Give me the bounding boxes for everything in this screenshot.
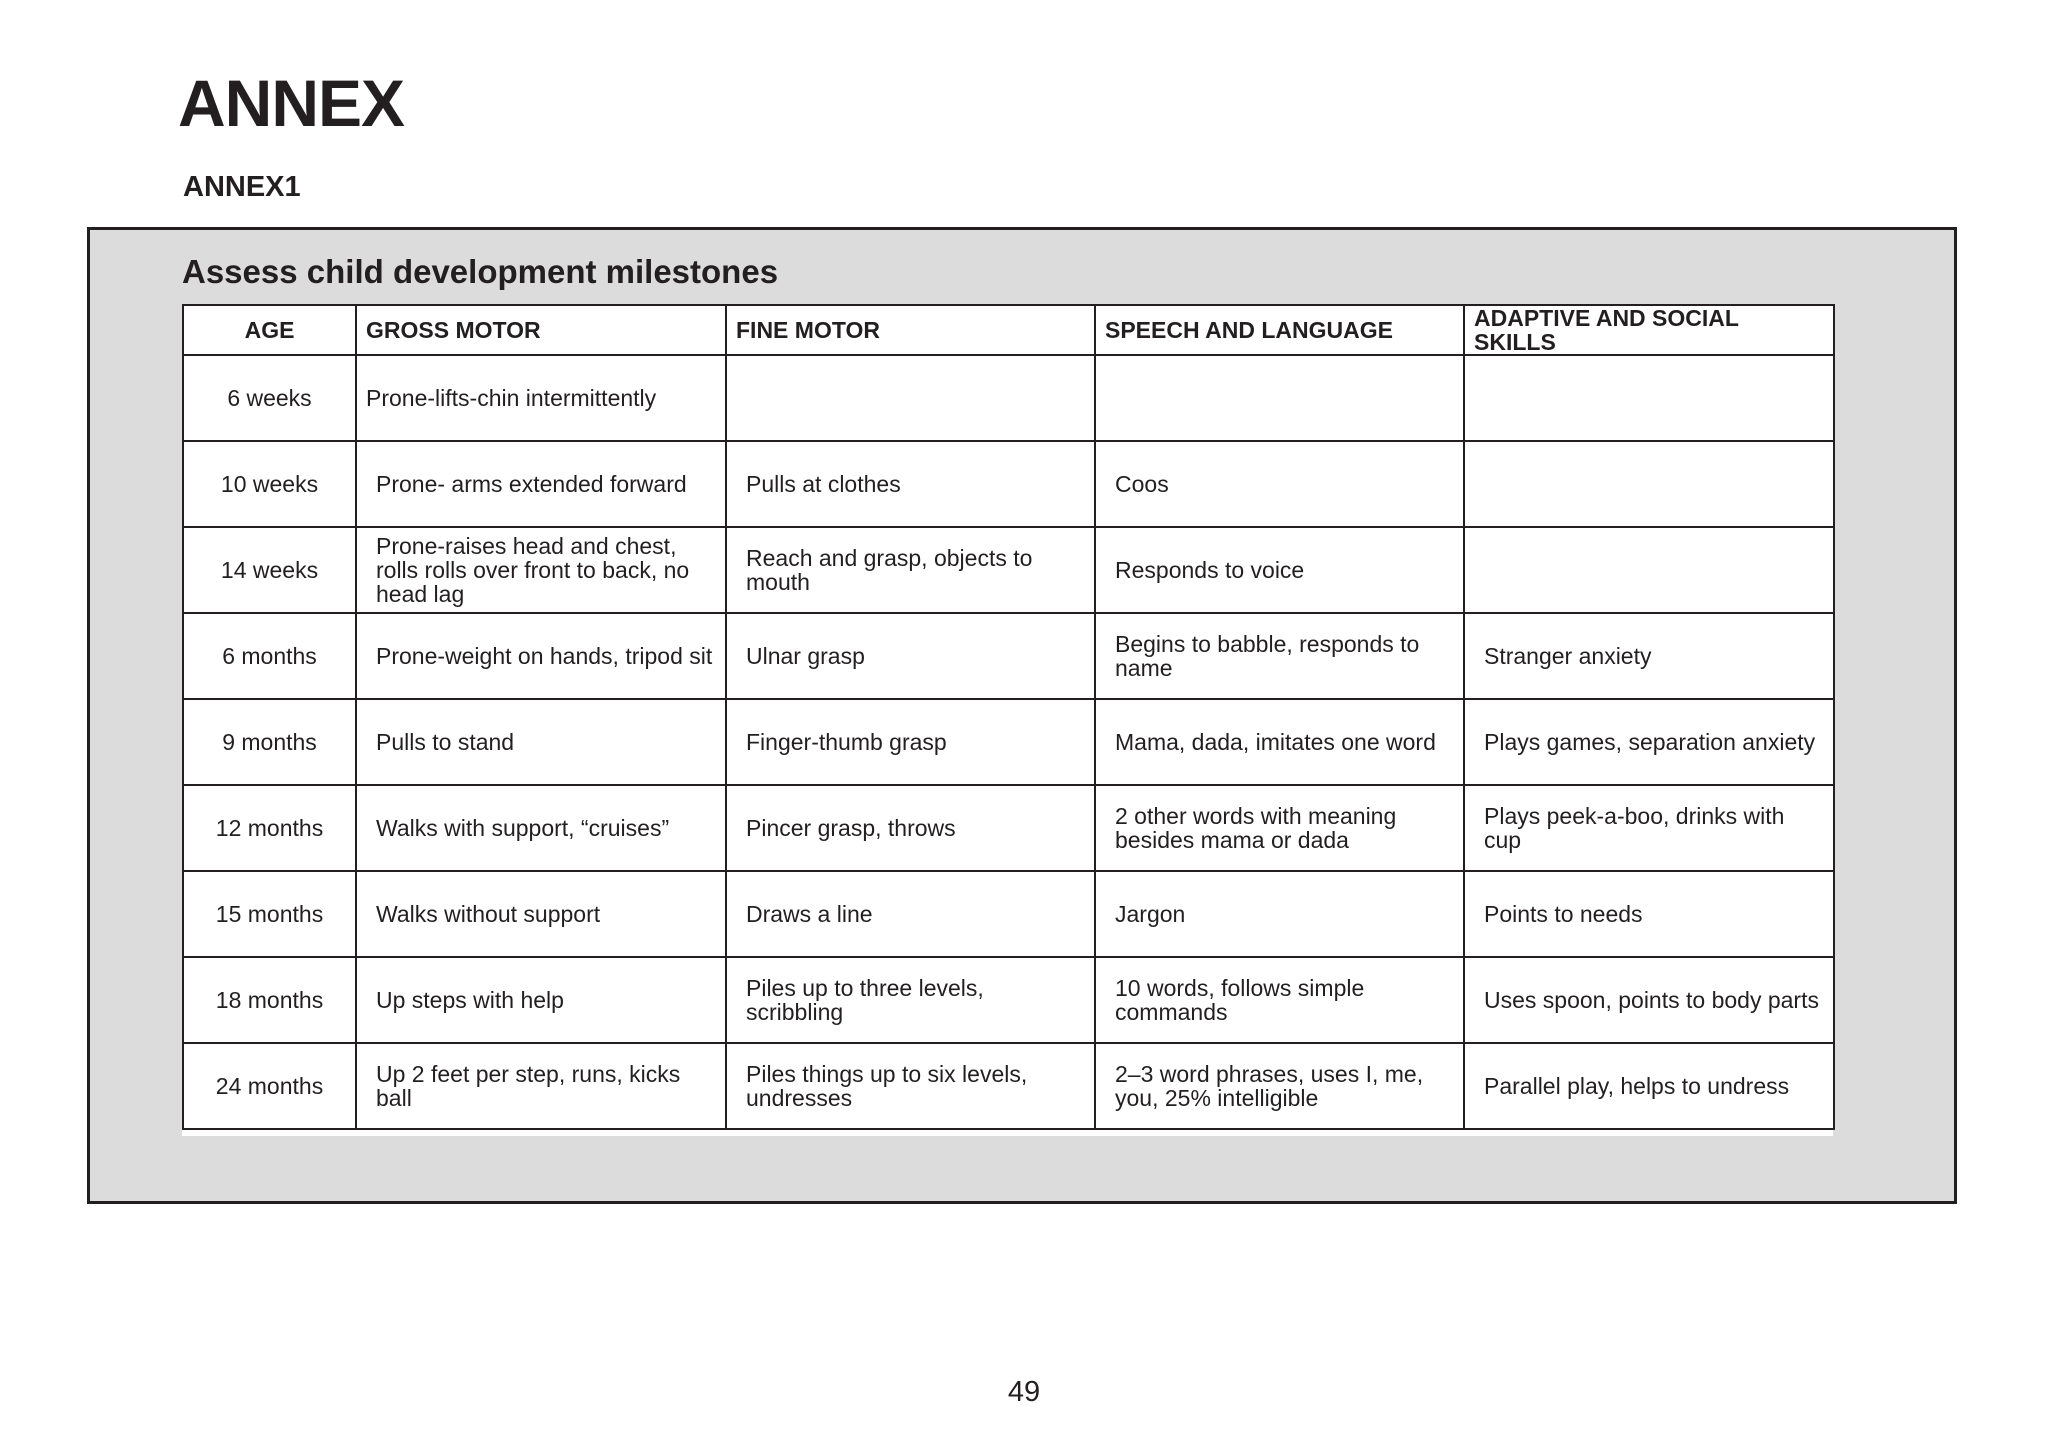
table-row: [183, 613, 1834, 699]
gross-motor-cell: Pulls to stand: [356, 699, 726, 785]
age-cell: 24 months: [183, 1043, 356, 1129]
table-header-row: [183, 305, 1834, 355]
gross-motor-cell: Prone-lifts-chin intermittently: [356, 355, 726, 441]
table-row: [183, 785, 1834, 871]
adaptive-social-cell: Parallel play, helps to undress: [1464, 1043, 1834, 1129]
gross-motor-cell: Up steps with help: [356, 957, 726, 1043]
speech-language-cell: Jargon: [1095, 871, 1464, 957]
age-cell: 6 weeks: [183, 355, 356, 441]
gross-motor-cell: Prone-raises head and chest, rolls rolls over front to back, no head lag: [356, 527, 726, 613]
age-cell: 12 months: [183, 785, 356, 871]
speech-language-cell: 2 other words with meaning besides mama or dada: [1095, 785, 1464, 871]
gross-motor-cell: Up 2 feet per step, runs, kicks ball: [356, 1043, 726, 1129]
section-label: ANNEX1: [183, 171, 301, 203]
milestones-table: [182, 304, 1835, 1130]
fine-motor-cell: [726, 355, 1095, 441]
fine-motor-cell: Finger-thumb grasp: [726, 699, 1095, 785]
column-header-adaptive-social: ADAPTIVE AND SOCIAL SKILLS: [1464, 305, 1834, 355]
adaptive-social-cell: [1464, 355, 1834, 441]
adaptive-social-cell: Points to needs: [1464, 871, 1834, 957]
age-cell: 9 months: [183, 699, 356, 785]
column-header-speech-language: SPEECH AND LANGUAGE: [1095, 305, 1464, 355]
table-wrapper: [182, 304, 1833, 1136]
table-row: [183, 527, 1834, 613]
speech-language-cell: Begins to babble, responds to name: [1095, 613, 1464, 699]
panel-title: Assess child development milestones: [182, 253, 779, 290]
column-header-age: AGE: [183, 305, 356, 355]
adaptive-social-cell: Plays games, separation anxiety: [1464, 699, 1834, 785]
speech-language-cell: 2–3 word phrases, uses I, me, you, 25% intelligible: [1095, 1043, 1464, 1129]
gross-motor-cell: Walks without support: [356, 871, 726, 957]
age-cell: 15 months: [183, 871, 356, 957]
fine-motor-cell: Piles things up to six levels, undresses: [726, 1043, 1095, 1129]
speech-language-cell: Mama, dada, imitates one word: [1095, 699, 1464, 785]
table-row: [183, 1043, 1834, 1129]
adaptive-social-cell: [1464, 441, 1834, 527]
column-header-gross-motor: GROSS MOTOR: [356, 305, 726, 355]
adaptive-social-cell: Stranger anxiety: [1464, 613, 1834, 699]
gross-motor-cell: Prone- arms extended forward: [356, 441, 726, 527]
fine-motor-cell: Pincer grasp, throws: [726, 785, 1095, 871]
speech-language-cell: Responds to voice: [1095, 527, 1464, 613]
table-row: [183, 699, 1834, 785]
fine-motor-cell: Draws a line: [726, 871, 1095, 957]
speech-language-cell: [1095, 355, 1464, 441]
adaptive-social-cell: [1464, 527, 1834, 613]
speech-language-cell: Coos: [1095, 441, 1464, 527]
table-row: [183, 441, 1834, 527]
table-row: [183, 957, 1834, 1043]
page-number: 49: [1007, 1376, 1041, 1408]
table-row: [183, 871, 1834, 957]
fine-motor-cell: Piles up to three levels, scribbling: [726, 957, 1095, 1043]
column-header-fine-motor: FINE MOTOR: [726, 305, 1095, 355]
page-title: ANNEX: [178, 66, 405, 140]
table-row: [183, 355, 1834, 441]
adaptive-social-cell: Uses spoon, points to body parts: [1464, 957, 1834, 1043]
age-cell: 14 weeks: [183, 527, 356, 613]
gross-motor-cell: Prone-weight on hands, tripod sit: [356, 613, 726, 699]
age-cell: 10 weeks: [183, 441, 356, 527]
fine-motor-cell: Ulnar grasp: [726, 613, 1095, 699]
speech-language-cell: 10 words, follows simple commands: [1095, 957, 1464, 1043]
fine-motor-cell: Reach and grasp, objects to mouth: [726, 527, 1095, 613]
age-cell: 6 months: [183, 613, 356, 699]
gross-motor-cell: Walks with support, “cruises”: [356, 785, 726, 871]
adaptive-social-cell: Plays peek-a-boo, drinks with cup: [1464, 785, 1834, 871]
age-cell: 18 months: [183, 957, 356, 1043]
fine-motor-cell: Pulls at clothes: [726, 441, 1095, 527]
milestones-panel: [87, 227, 1957, 1204]
